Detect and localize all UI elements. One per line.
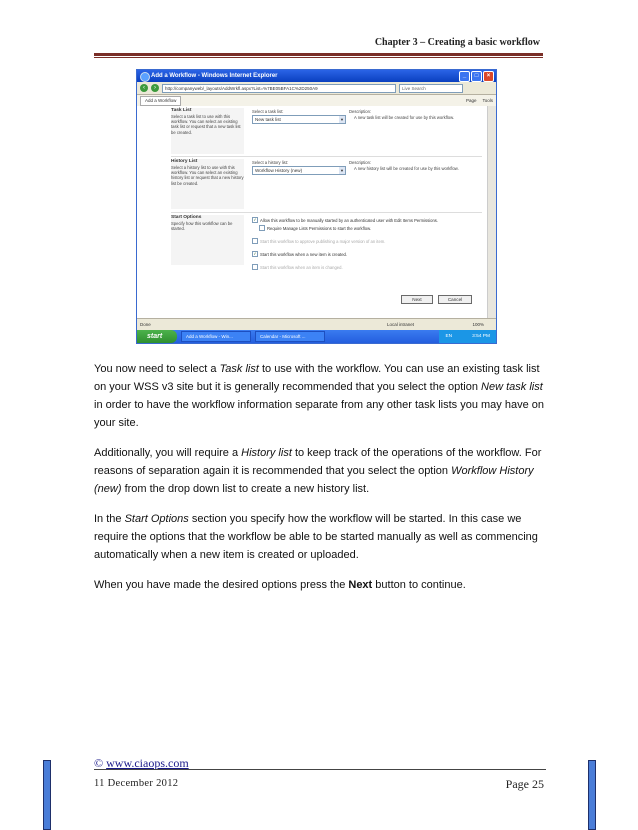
chevron-down-icon: ▼ bbox=[340, 117, 344, 122]
start-button[interactable]: start bbox=[137, 330, 177, 343]
footer-bar-right bbox=[588, 760, 596, 830]
chapter-header: Chapter 3 – Creating a basic workflow bbox=[374, 37, 540, 48]
page-content bbox=[137, 106, 488, 319]
option-on-change-label: Start this workflow when an item is changed. bbox=[260, 264, 343, 270]
forward-icon[interactable]: › bbox=[151, 84, 159, 92]
taskbar-item-calendar[interactable]: Calendar - Microsoft ... bbox=[255, 331, 325, 342]
body-text bbox=[94, 360, 546, 606]
minimize-icon[interactable]: _ bbox=[459, 71, 470, 82]
history-list-select[interactable] bbox=[252, 166, 346, 175]
footer-date: 11 December 2012 bbox=[94, 778, 179, 789]
copyright-symbol: © bbox=[94, 756, 104, 770]
close-icon[interactable]: × bbox=[483, 71, 494, 82]
address-input[interactable]: http://companyweb/_layouts/AddWrkfl.aspx?List=%7BE05BFA1C%2D250A9 bbox=[162, 84, 396, 93]
language-indicator: EN bbox=[445, 334, 453, 339]
back-icon[interactable]: ‹ bbox=[140, 84, 148, 92]
next-button[interactable]: Next bbox=[401, 295, 433, 304]
chevron-down-icon: ▼ bbox=[340, 168, 344, 173]
maximize-icon[interactable]: □ bbox=[471, 71, 482, 82]
address-bar bbox=[137, 82, 496, 95]
history-list-section bbox=[171, 159, 244, 209]
option-require-manage-lists[interactable] bbox=[259, 225, 371, 231]
option-approve-publishing bbox=[252, 238, 385, 244]
task-list-select[interactable] bbox=[252, 115, 346, 124]
page-menu[interactable]: Page bbox=[465, 98, 477, 103]
checkbox-checked-icon[interactable]: ✓ bbox=[253, 217, 257, 222]
paragraph: Additionally, you will require a History list to keep track of the operations of the workflow. For reasons of separation again it is recommended that you select the option Workflow History (new) from the drop down list to create a new history list. bbox=[94, 447, 542, 495]
window-titlebar bbox=[137, 70, 496, 82]
task-list-title: Task List bbox=[171, 108, 192, 113]
task-list-select-value: New task list bbox=[255, 117, 281, 122]
task-list-section bbox=[171, 108, 244, 154]
task-list-desc: A new task list will be created for use by this workflow. bbox=[354, 115, 455, 120]
status-bar bbox=[137, 318, 496, 330]
history-list-select-label: Select a history list: bbox=[252, 160, 289, 165]
task-list-select-label: Select a task list: bbox=[252, 109, 284, 114]
search-input[interactable]: Live Search bbox=[399, 84, 463, 93]
status-text: Done bbox=[140, 322, 151, 327]
divider bbox=[171, 156, 482, 157]
option-require-manage-lists-label: Require Manage Lists Permissions to start the workflow. bbox=[267, 225, 372, 231]
page-number: Page 25 bbox=[505, 777, 544, 791]
paragraph: When you have made the desired options press the Next button to continue. bbox=[94, 579, 466, 591]
footer-rule bbox=[94, 769, 546, 770]
history-list-desc-label: Description: bbox=[349, 160, 372, 165]
start-options-section bbox=[171, 215, 244, 265]
system-tray bbox=[439, 330, 496, 343]
taskbar bbox=[137, 330, 496, 343]
website-link[interactable]: www.ciaops.com bbox=[106, 756, 189, 770]
screenshot-figure bbox=[136, 69, 497, 344]
header-rule-thin bbox=[94, 57, 543, 58]
start-options-title: Start Options bbox=[171, 215, 202, 220]
tab-add-workflow[interactable]: Add a Workflow bbox=[140, 96, 181, 106]
paragraph: In the Start Options section you specify how the workflow will be started. In this case we require the options that the workflow be able to be started manually as well as commencing automatically when a new item is created or uploaded. bbox=[94, 513, 538, 561]
checkbox-disabled-icon bbox=[252, 238, 258, 244]
history-list-desc: A new history list will be created for use by this workflow. bbox=[354, 166, 459, 171]
security-zone: Local intranet bbox=[387, 322, 415, 327]
window-title: Add a Workflow - Windows Internet Explorer bbox=[151, 73, 278, 79]
footer-bar-left bbox=[43, 760, 51, 830]
clock: 3:54 PM bbox=[472, 334, 490, 339]
history-list-title: History List bbox=[171, 159, 198, 164]
checkbox-disabled-icon bbox=[252, 264, 258, 270]
paragraph: You now need to select a Task list to use with the workflow. You can use an existing task list on your WSS v3 site but it is generally recommended that you select the option New task list in order to have the workflow information separate from any other task lists you may have on your site. bbox=[94, 363, 544, 429]
history-list-select-value: Workflow History (new) bbox=[255, 168, 303, 173]
option-on-create[interactable] bbox=[252, 251, 347, 257]
zoom-level[interactable]: 100% bbox=[472, 322, 484, 327]
option-approve-publishing-label: Start this workflow to approve publishing a major version of an item. bbox=[260, 238, 386, 244]
cancel-button[interactable]: Cancel bbox=[438, 295, 472, 304]
option-on-create-label: Start this workflow when a new item is created. bbox=[260, 251, 348, 257]
task-list-text: Select a task list to use with this workflow. You can select an existing task list or request that a new task list be created. bbox=[171, 114, 241, 135]
checkbox-icon[interactable] bbox=[259, 225, 265, 231]
history-list-text: Select a history list to use with this workflow. You can select an existing history list or request that a new history list be created. bbox=[171, 165, 244, 186]
header-rule bbox=[94, 53, 543, 56]
task-list-desc-label: Description: bbox=[349, 109, 372, 114]
option-manual-start-label: Allow this workflow to be manually started by an authenticated user with Edit Items Permissions. bbox=[260, 217, 439, 223]
option-on-change bbox=[252, 264, 343, 270]
tools-menu[interactable]: Tools bbox=[482, 98, 493, 103]
start-options-text: Specify how this workflow can be started. bbox=[171, 221, 233, 232]
option-manual-start[interactable] bbox=[252, 217, 438, 223]
taskbar-item-ie[interactable]: Add a Workflow - Win... bbox=[181, 331, 251, 342]
scrollbar[interactable] bbox=[487, 106, 496, 319]
divider bbox=[171, 212, 482, 213]
checkbox-checked-icon[interactable]: ✓ bbox=[253, 251, 257, 256]
ie-logo-icon bbox=[140, 72, 150, 82]
